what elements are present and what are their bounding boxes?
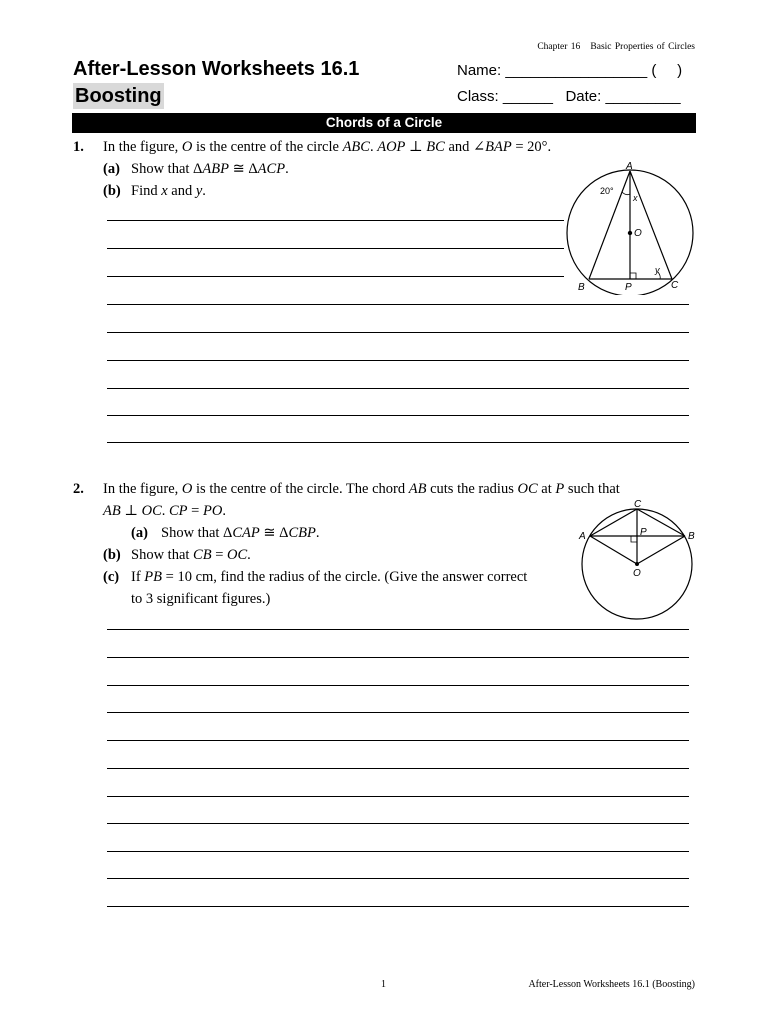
q1-part-b: Find x and y. bbox=[131, 183, 206, 199]
q2-part-c-line2: to 3 significant figures.) bbox=[131, 591, 271, 607]
q2-part-b-label: (b) bbox=[103, 547, 121, 563]
q1-answer-line[interactable] bbox=[107, 415, 689, 416]
q2-fig-label-c: C bbox=[634, 499, 642, 510]
q2-part-c-line1: If PB = 10 cm, find the radius of the circle. (Give the answer correct bbox=[131, 569, 528, 585]
q1-answer-line[interactable] bbox=[107, 276, 564, 277]
q1-answer-line[interactable] bbox=[107, 304, 689, 305]
q2-answer-line[interactable] bbox=[107, 712, 689, 713]
q2-answer-line[interactable] bbox=[107, 629, 689, 630]
q1-answer-line[interactable] bbox=[107, 388, 689, 389]
q1-fig-label-c: C bbox=[671, 280, 679, 291]
q2-answer-line[interactable] bbox=[107, 685, 689, 686]
q1-answer-line[interactable] bbox=[107, 360, 689, 361]
q2-stem-line2: AB ⊥ OC. CP = PO. bbox=[103, 503, 226, 519]
q1-number: 1. bbox=[73, 139, 84, 155]
q1-fig-label-y: y bbox=[655, 265, 660, 275]
q1-fig-label-o: O bbox=[634, 228, 642, 239]
class-date-field[interactable]: Class: ______ Date: _________ bbox=[457, 88, 681, 105]
q2-answer-line[interactable] bbox=[107, 657, 689, 658]
q2-part-a-label: (a) bbox=[131, 525, 148, 541]
q1-fig-label-p: P bbox=[625, 282, 632, 293]
footer-title: After-Lesson Worksheets 16.1 (Boosting) bbox=[528, 979, 695, 990]
q1-stem: In the figure, O is the centre of the circle ABC. AOP ⊥ BC and ∠BAP = 20°. bbox=[103, 139, 552, 155]
q1-fig-label-angle: 20° bbox=[600, 186, 614, 196]
section-title-bar: Chords of a Circle bbox=[72, 113, 696, 133]
q1-part-b-label: (b) bbox=[103, 183, 121, 199]
worksheet-level: Boosting bbox=[75, 85, 162, 107]
q1-circle-figure bbox=[562, 160, 702, 295]
q2-answer-line[interactable] bbox=[107, 796, 689, 797]
q2-part-b: Show that CB = OC. bbox=[131, 547, 251, 563]
q2-fig-label-b: B bbox=[688, 531, 695, 542]
q1-fig-label-b: B bbox=[578, 282, 585, 293]
q1-answer-line[interactable] bbox=[107, 332, 689, 333]
q2-number: 2. bbox=[73, 481, 84, 497]
q2-fig-label-a: A bbox=[579, 531, 586, 542]
q2-answer-line[interactable] bbox=[107, 740, 689, 741]
q1-answer-line[interactable] bbox=[107, 220, 564, 221]
q2-answer-line[interactable] bbox=[107, 823, 689, 824]
q2-fig-label-o: O bbox=[633, 568, 641, 579]
q2-answer-line[interactable] bbox=[107, 906, 689, 907]
page-number: 1 bbox=[381, 979, 386, 990]
q1-part-a-label: (a) bbox=[103, 161, 120, 177]
q1-fig-label-a: A bbox=[626, 161, 633, 172]
q1-fig-label-x: x bbox=[633, 193, 638, 203]
name-field[interactable]: Name: _________________ ( ) bbox=[457, 62, 683, 79]
q2-answer-line[interactable] bbox=[107, 851, 689, 852]
q1-answer-line[interactable] bbox=[107, 248, 564, 249]
q2-fig-label-p: P bbox=[640, 527, 647, 538]
worksheet-title: After-Lesson Worksheets 16.1 bbox=[73, 58, 360, 80]
q2-circle-figure bbox=[572, 498, 702, 622]
q1-answer-line[interactable] bbox=[107, 442, 689, 443]
q2-answer-line[interactable] bbox=[107, 878, 689, 879]
q2-part-c-label: (c) bbox=[103, 569, 120, 585]
chapter-heading: Chapter 16 Basic Properties of Circles bbox=[537, 42, 695, 52]
q1-part-a: Show that ΔABP ≅ ΔACP. bbox=[131, 161, 289, 177]
q2-stem-line1: In the figure, O is the centre of the circle. The chord AB cuts the radius OC at P such that bbox=[103, 481, 620, 497]
q2-answer-line[interactable] bbox=[107, 768, 689, 769]
q2-part-a: Show that ΔCAP ≅ ΔCBP. bbox=[161, 525, 320, 541]
